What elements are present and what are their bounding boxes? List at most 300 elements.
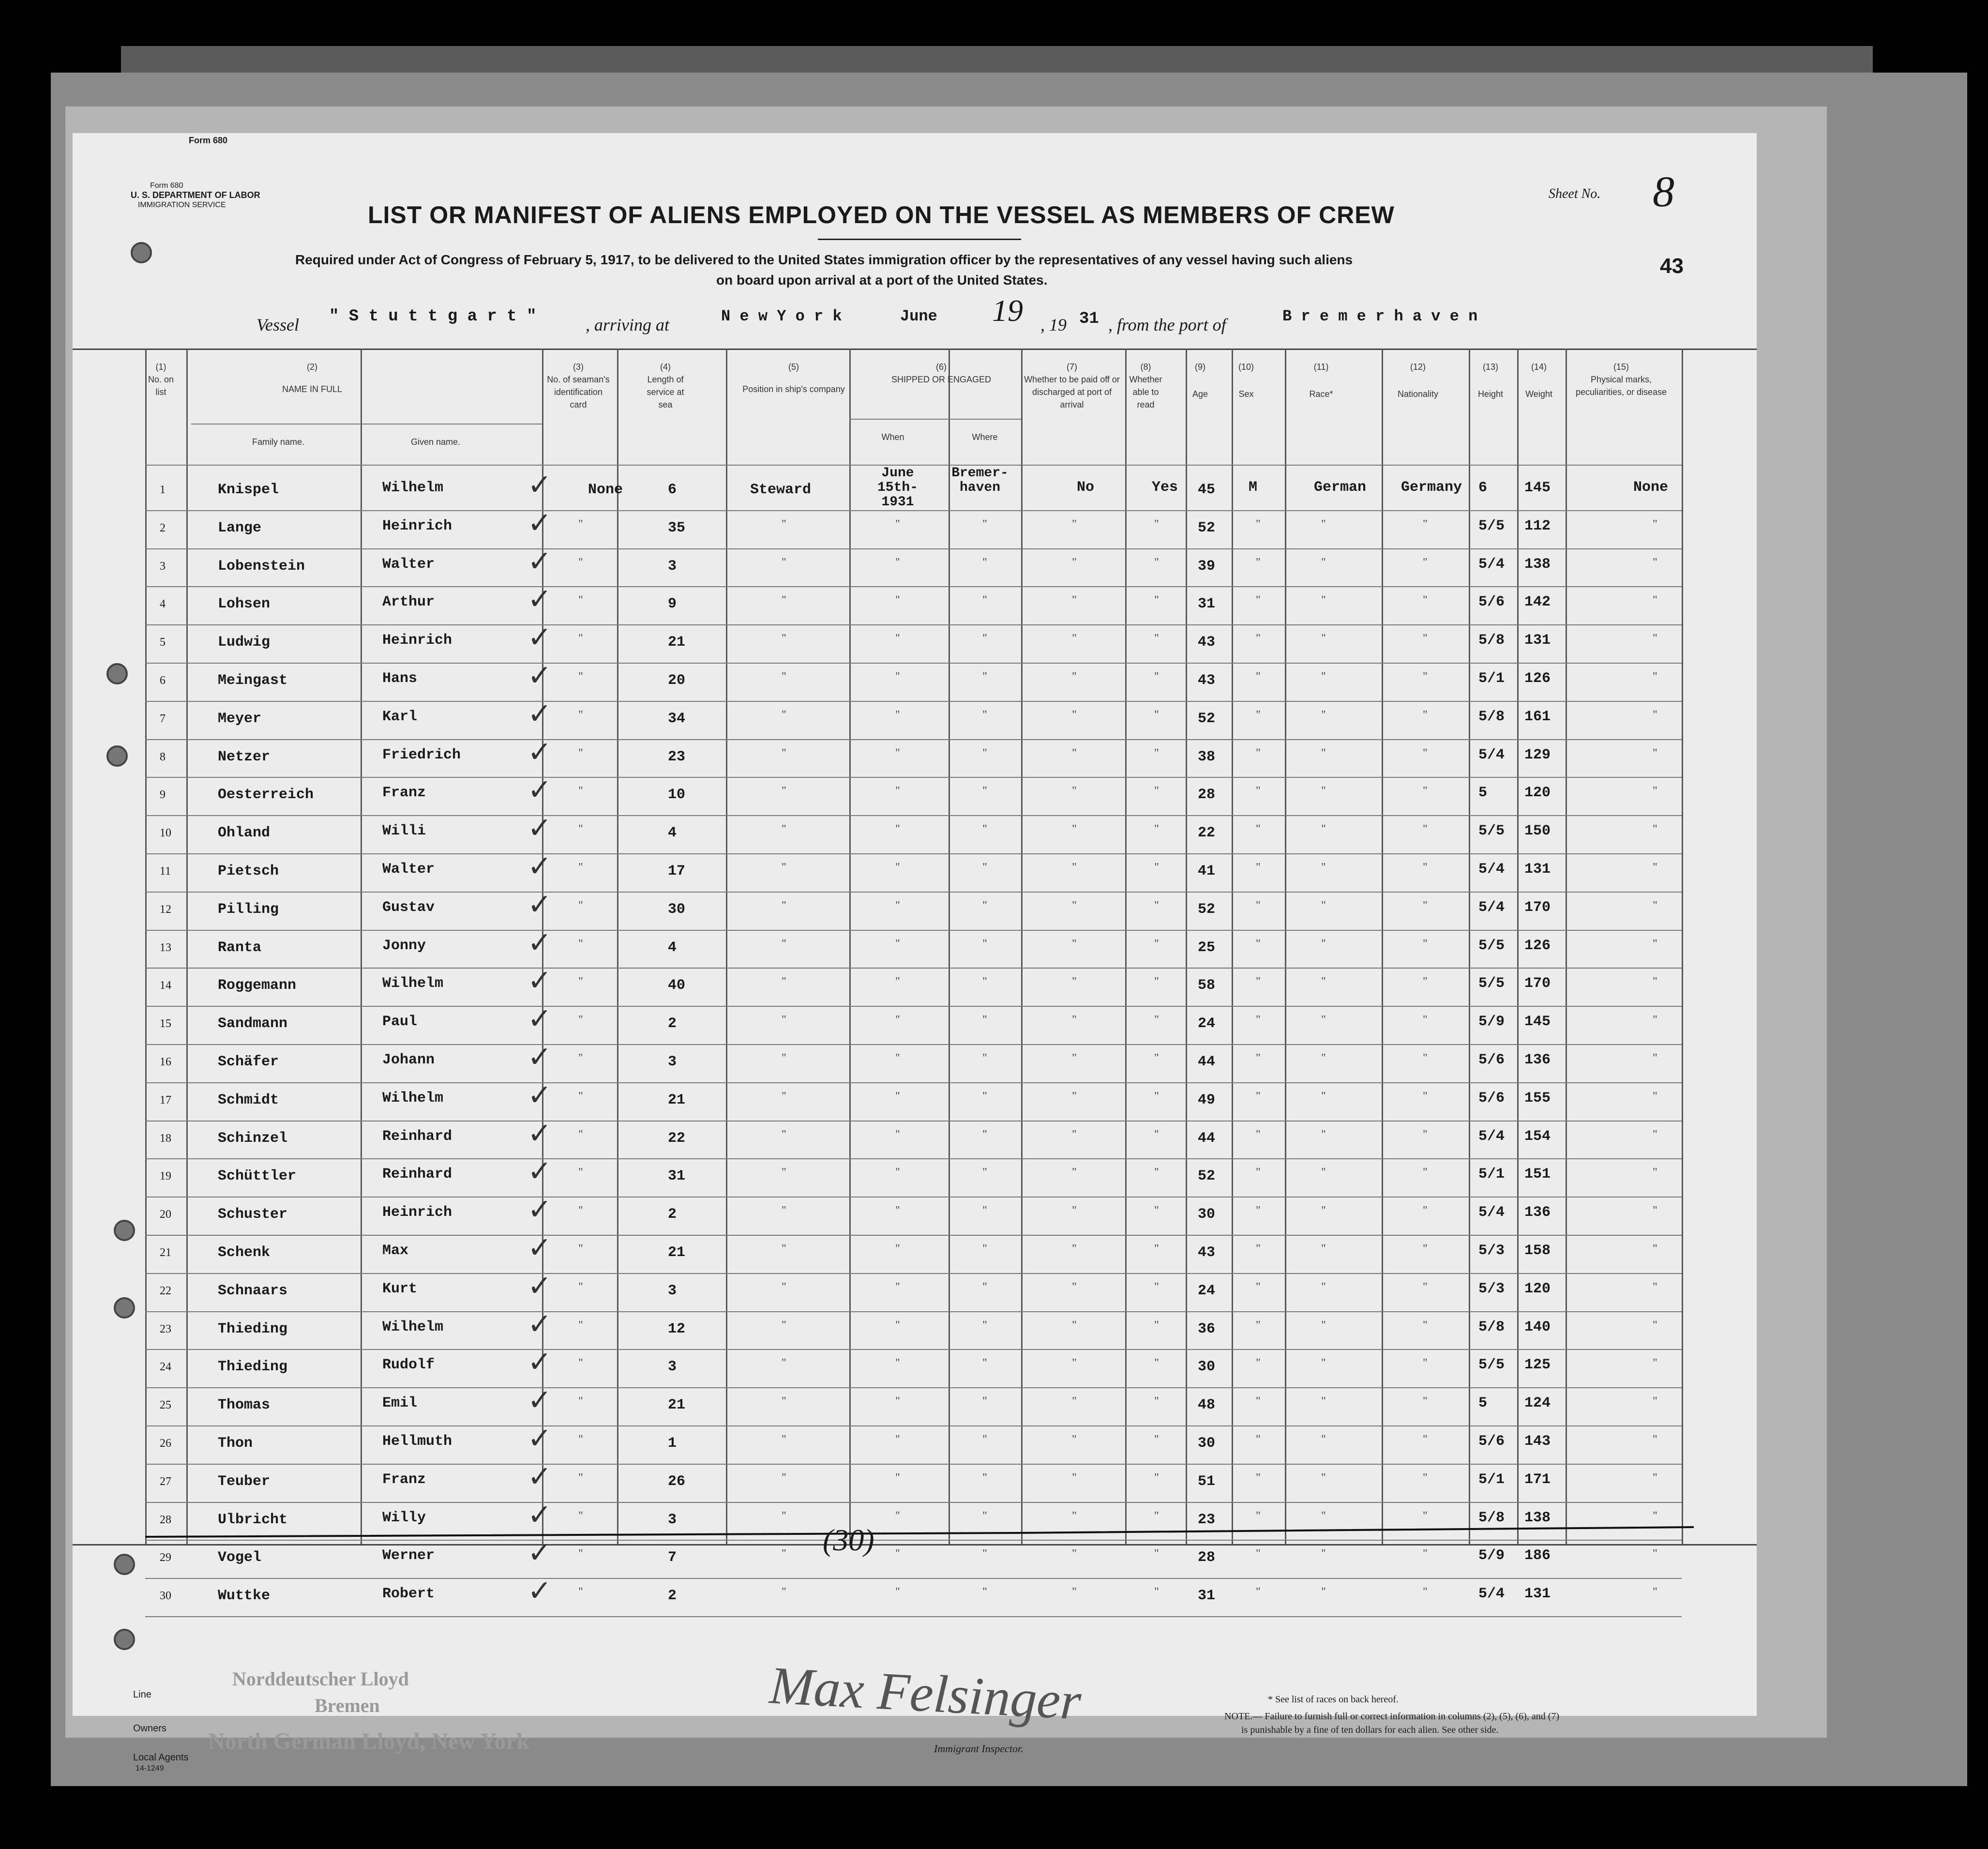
ditto-mark: " bbox=[895, 1433, 900, 1446]
ditto-mark: " bbox=[1653, 937, 1657, 950]
ditto-mark: " bbox=[782, 632, 786, 645]
ditto-mark: " bbox=[1256, 1204, 1261, 1217]
row-number: 15 bbox=[160, 1017, 171, 1031]
weight: 125 bbox=[1524, 1357, 1551, 1374]
age: 28 bbox=[1198, 1549, 1216, 1566]
ditto-mark: " bbox=[1072, 517, 1077, 530]
ditto-mark: " bbox=[578, 975, 583, 988]
ditto-mark: " bbox=[1256, 1471, 1261, 1484]
col-label: No. of seaman's identification card bbox=[547, 375, 610, 409]
ditto-mark: " bbox=[578, 1204, 583, 1217]
ditto-mark: " bbox=[782, 1547, 786, 1561]
checkmark: ✓ bbox=[527, 1078, 552, 1112]
ditto-mark: " bbox=[1256, 1319, 1261, 1332]
ditto-mark: " bbox=[782, 1166, 786, 1179]
ditto-mark: " bbox=[1154, 746, 1159, 759]
checkmark: ✓ bbox=[527, 811, 552, 846]
weight: 136 bbox=[1524, 1052, 1551, 1068]
ditto-mark: " bbox=[578, 1547, 583, 1561]
ditto-mark: " bbox=[782, 1586, 786, 1599]
total-line bbox=[145, 1522, 1694, 1551]
checkmark: ✓ bbox=[527, 773, 552, 807]
ditto-mark: " bbox=[1154, 1586, 1159, 1599]
given-name: Karl bbox=[382, 708, 418, 725]
ditto-mark: " bbox=[1653, 1280, 1657, 1293]
punch-hole bbox=[114, 1297, 135, 1319]
column-divider bbox=[1382, 349, 1383, 1544]
height: 5/3 bbox=[1478, 1243, 1505, 1259]
ditto-mark: " bbox=[1072, 632, 1077, 645]
ditto-mark: " bbox=[982, 1509, 987, 1522]
row-number: 22 bbox=[160, 1284, 171, 1297]
ditto-mark: " bbox=[982, 1128, 987, 1141]
ditto-mark: " bbox=[1154, 670, 1159, 683]
col-label: Sex bbox=[1238, 389, 1254, 399]
ditto-mark: " bbox=[982, 556, 987, 569]
service-length: 2 bbox=[668, 1588, 677, 1605]
col-10-header bbox=[1232, 361, 1261, 400]
ditto-mark: " bbox=[578, 1471, 583, 1484]
age: 36 bbox=[1198, 1320, 1216, 1337]
table-top-border bbox=[73, 349, 1757, 350]
ditto-mark: " bbox=[1256, 975, 1261, 988]
service-name: IMMIGRATION SERVICE bbox=[138, 201, 226, 209]
service-length: 3 bbox=[668, 558, 677, 575]
ditto-mark: " bbox=[1154, 1395, 1159, 1408]
given-name: Willy bbox=[382, 1509, 426, 1526]
weight: 131 bbox=[1524, 632, 1551, 649]
col-1-header bbox=[143, 361, 179, 398]
height: 5/4 bbox=[1478, 1586, 1505, 1603]
ditto-mark: " bbox=[1154, 937, 1159, 950]
ditto-mark: " bbox=[578, 1586, 583, 1599]
ditto-mark: " bbox=[578, 937, 583, 950]
ditto-mark: " bbox=[1072, 1471, 1077, 1484]
row-rule bbox=[145, 1235, 1682, 1236]
family-name: Lohsen bbox=[218, 596, 271, 613]
ditto-mark: " bbox=[982, 746, 987, 759]
page-title: LIST OR MANIFEST OF ALIENS EMPLOYED ON THE VESSEL AS MEMBERS OF CREW bbox=[368, 201, 1395, 228]
family-name: Schinzel bbox=[218, 1130, 288, 1147]
subtitle-line-2: on board upon arrival at a port of the United States. bbox=[716, 273, 1048, 288]
ditto-mark: " bbox=[1321, 517, 1326, 530]
local-agents-label: Local Agents bbox=[133, 1752, 189, 1763]
title-rule bbox=[818, 239, 1021, 240]
ditto-mark: " bbox=[1423, 708, 1428, 721]
ditto-mark: " bbox=[1072, 1509, 1077, 1522]
col-label: Age bbox=[1192, 389, 1208, 399]
col-9-header bbox=[1186, 361, 1215, 400]
weight: 138 bbox=[1524, 1509, 1551, 1526]
ditto-mark: " bbox=[1154, 517, 1159, 530]
service-length: 21 bbox=[668, 1091, 686, 1108]
ditto-mark: " bbox=[982, 1471, 987, 1484]
col-num: (6) bbox=[936, 362, 947, 372]
ditto-mark: " bbox=[982, 1204, 987, 1217]
weight: 145 bbox=[1524, 480, 1551, 496]
ditto-mark: " bbox=[782, 1395, 786, 1408]
ditto-mark: " bbox=[1423, 670, 1428, 683]
age: 31 bbox=[1198, 596, 1216, 613]
ditto-mark: " bbox=[1321, 1204, 1326, 1217]
given-name: Friedrich bbox=[382, 746, 461, 763]
ditto-mark: " bbox=[895, 899, 900, 912]
ditto-mark: " bbox=[1423, 1128, 1428, 1141]
ditto-mark: " bbox=[1154, 1433, 1159, 1446]
row-number: 14 bbox=[160, 979, 171, 992]
row-number: 25 bbox=[160, 1399, 171, 1412]
fine-note-line-2: is punishable by a fine of ten dollars for each alien. See other side. bbox=[1241, 1725, 1499, 1735]
ditto-mark: " bbox=[578, 1433, 583, 1446]
ditto-mark: " bbox=[1072, 708, 1077, 721]
col-num: (15) bbox=[1613, 362, 1629, 372]
given-name: Reinhard bbox=[382, 1128, 452, 1145]
height: 5/8 bbox=[1478, 1509, 1505, 1526]
ditto-mark: " bbox=[1072, 1319, 1077, 1332]
inspector-label: Immigrant Inspector. bbox=[934, 1743, 1024, 1755]
age: 28 bbox=[1198, 787, 1216, 803]
height: 5/5 bbox=[1478, 517, 1505, 534]
ditto-mark: " bbox=[895, 1128, 900, 1141]
ditto-mark: " bbox=[782, 708, 786, 721]
ditto-mark: " bbox=[1072, 746, 1077, 759]
checkmark: ✓ bbox=[527, 925, 552, 960]
ditto-mark: " bbox=[1154, 1014, 1159, 1027]
ditto-mark: " bbox=[1653, 861, 1657, 874]
ditto-mark: " bbox=[1072, 1052, 1077, 1064]
col-12-header bbox=[1384, 361, 1452, 400]
given-name: Max bbox=[382, 1243, 409, 1259]
ditto-mark: " bbox=[1653, 1052, 1657, 1064]
service-length: 4 bbox=[668, 939, 677, 956]
given-name: Robert bbox=[382, 1586, 435, 1603]
ditto-mark: " bbox=[1321, 1052, 1326, 1064]
nationality-value: Germany bbox=[1401, 479, 1462, 496]
given-name: Paul bbox=[382, 1014, 418, 1031]
age: 24 bbox=[1198, 1282, 1216, 1299]
age: 52 bbox=[1198, 901, 1216, 918]
ditto-mark: " bbox=[1072, 1243, 1077, 1255]
age: 25 bbox=[1198, 939, 1216, 956]
column-divider bbox=[1566, 349, 1567, 1544]
row-number: 23 bbox=[160, 1322, 171, 1335]
height: 5/6 bbox=[1478, 594, 1505, 611]
row-rule bbox=[145, 968, 1682, 969]
ditto-mark: " bbox=[1154, 632, 1159, 645]
ditto-mark: " bbox=[782, 785, 786, 798]
ditto-mark: " bbox=[1423, 937, 1428, 950]
ditto-mark: " bbox=[1321, 861, 1326, 874]
ditto-mark: " bbox=[1423, 746, 1428, 759]
ditto-mark: " bbox=[895, 1471, 900, 1484]
service-length: 21 bbox=[668, 1397, 686, 1414]
ditto-mark: " bbox=[1653, 1586, 1657, 1599]
ditto-mark: " bbox=[1072, 670, 1077, 683]
column-divider bbox=[1469, 349, 1470, 1544]
height: 5 bbox=[1478, 1395, 1488, 1412]
col-num: (13) bbox=[1482, 362, 1498, 372]
ditto-mark: " bbox=[982, 1243, 987, 1255]
service-length: 34 bbox=[668, 710, 686, 727]
ditto-mark: " bbox=[1256, 1357, 1261, 1370]
sex-value: M bbox=[1249, 479, 1258, 496]
row-number: 3 bbox=[160, 560, 166, 573]
row-rule bbox=[145, 1425, 1682, 1426]
ditto-mark: " bbox=[1256, 1090, 1261, 1103]
given-name: Reinhard bbox=[382, 1166, 452, 1183]
height: 5/1 bbox=[1478, 1166, 1505, 1183]
height: 6 bbox=[1478, 480, 1488, 496]
col-2-header bbox=[191, 361, 433, 395]
given-name: Arthur bbox=[382, 594, 435, 611]
age: 45 bbox=[1198, 482, 1216, 498]
column-divider bbox=[145, 349, 147, 1544]
service-length: 7 bbox=[668, 1549, 677, 1566]
given-name: Wilhelm bbox=[382, 1090, 444, 1106]
family-name: Lobenstein bbox=[218, 558, 305, 575]
column-divider bbox=[1285, 349, 1286, 1544]
height: 5/4 bbox=[1478, 746, 1505, 763]
year-suffix: 31 bbox=[1079, 310, 1099, 328]
col-4-header bbox=[641, 361, 690, 411]
ditto-mark: " bbox=[578, 594, 583, 607]
age: 39 bbox=[1198, 558, 1216, 575]
vessel-label: Vessel bbox=[256, 315, 299, 334]
ditto-mark: " bbox=[1321, 1357, 1326, 1370]
checkmark: ✓ bbox=[527, 582, 552, 617]
ditto-mark: " bbox=[1072, 1128, 1077, 1141]
weight: 151 bbox=[1524, 1166, 1551, 1183]
weight: 131 bbox=[1524, 861, 1551, 878]
row-rule bbox=[145, 1273, 1682, 1274]
checkmark: ✓ bbox=[527, 1459, 552, 1494]
checkmark: ✓ bbox=[527, 621, 552, 655]
checkmark: ✓ bbox=[527, 1345, 552, 1379]
ditto-mark: " bbox=[1423, 632, 1428, 645]
arriving-label: , arriving at bbox=[586, 315, 670, 334]
row-rule bbox=[145, 1311, 1682, 1312]
ditto-mark: " bbox=[1256, 1166, 1261, 1179]
column-divider bbox=[726, 349, 727, 1544]
family-name: Lange bbox=[218, 519, 262, 536]
service-length: 2 bbox=[668, 1206, 677, 1223]
checkmark: ✓ bbox=[527, 1307, 552, 1341]
col-label: Nationality bbox=[1397, 389, 1439, 399]
row-number: 29 bbox=[160, 1551, 171, 1564]
age: 58 bbox=[1198, 977, 1216, 994]
service-length: 35 bbox=[668, 519, 686, 536]
ditto-mark: " bbox=[895, 1319, 900, 1332]
ditto-mark: " bbox=[1154, 556, 1159, 569]
arrival-port: N e w Y o r k bbox=[721, 307, 842, 325]
when-header: When bbox=[881, 432, 904, 442]
ditto-mark: " bbox=[782, 899, 786, 912]
col-label: No. on list bbox=[148, 375, 174, 397]
row-number: 28 bbox=[160, 1513, 171, 1526]
ditto-mark: " bbox=[895, 785, 900, 798]
ditto-mark: " bbox=[1653, 1014, 1657, 1027]
given-name: Franz bbox=[382, 785, 426, 802]
sheet-label: Sheet No. bbox=[1549, 186, 1601, 201]
column-divider bbox=[361, 349, 362, 1544]
ditto-mark: " bbox=[895, 1509, 900, 1522]
given-name: Wilhelm bbox=[382, 1319, 444, 1335]
ditto-mark: " bbox=[982, 1357, 987, 1370]
ditto-mark: " bbox=[982, 517, 987, 530]
given-name: Wilhelm bbox=[382, 480, 444, 496]
punch-hole bbox=[131, 242, 152, 263]
given-name: Heinrich bbox=[382, 632, 452, 649]
ditto-mark: " bbox=[1154, 1090, 1159, 1103]
service-length: 3 bbox=[668, 1359, 677, 1376]
given-name: Rudolf bbox=[382, 1357, 435, 1374]
ditto-mark: " bbox=[1256, 517, 1261, 530]
ditto-mark: " bbox=[982, 1395, 987, 1408]
ditto-mark: " bbox=[1321, 1433, 1326, 1446]
family-name: Schuster bbox=[218, 1206, 288, 1223]
weight: 155 bbox=[1524, 1090, 1551, 1106]
agent-code: 14-1249 bbox=[136, 1764, 164, 1773]
row-rule bbox=[145, 624, 1682, 625]
ditto-mark: " bbox=[1072, 899, 1077, 912]
family-name: Ranta bbox=[218, 939, 262, 956]
ditto-mark: " bbox=[578, 823, 583, 836]
row-number: 4 bbox=[160, 598, 166, 611]
ditto-mark: " bbox=[1653, 899, 1657, 912]
ditto-mark: " bbox=[1072, 556, 1077, 569]
ditto-mark: " bbox=[1256, 861, 1261, 874]
weight: 140 bbox=[1524, 1319, 1551, 1335]
height: 5/1 bbox=[1478, 670, 1505, 687]
family-name: Wuttke bbox=[218, 1588, 271, 1605]
ditto-mark: " bbox=[1154, 1357, 1159, 1370]
row-rule bbox=[145, 663, 1682, 664]
ditto-mark: " bbox=[1154, 1243, 1159, 1255]
ditto-mark: " bbox=[1653, 746, 1657, 759]
height: 5/4 bbox=[1478, 861, 1505, 878]
ditto-mark: " bbox=[895, 823, 900, 836]
ditto-mark: " bbox=[782, 1357, 786, 1370]
form-number: Form 680 bbox=[189, 136, 228, 145]
column-divider bbox=[1021, 349, 1023, 1544]
checkmark: ✓ bbox=[527, 1498, 552, 1532]
ditto-mark: " bbox=[982, 1586, 987, 1599]
ditto-mark: " bbox=[1321, 1319, 1326, 1332]
given-name: Heinrich bbox=[382, 1204, 452, 1221]
ditto-mark: " bbox=[1256, 823, 1261, 836]
checkmark: ✓ bbox=[527, 468, 552, 502]
row-number: 7 bbox=[160, 712, 166, 725]
subtitle-line-1: Required under Act of Congress of February 5, 1917, to be delivered to the United States immigration officer by the representatives of any vessel having such aliens bbox=[295, 252, 1353, 267]
ditto-mark: " bbox=[1154, 1471, 1159, 1484]
department-name: U. S. DEPARTMENT OF LABOR bbox=[131, 190, 260, 200]
ditto-mark: " bbox=[982, 1433, 987, 1446]
weight: 154 bbox=[1524, 1128, 1551, 1145]
ditto-mark: " bbox=[895, 708, 900, 721]
punch-hole bbox=[114, 1220, 135, 1241]
family-name: Vogel bbox=[218, 1549, 262, 1566]
family-name: Thon bbox=[218, 1435, 253, 1452]
ditto-mark: " bbox=[1256, 1433, 1261, 1446]
ditto-mark: " bbox=[1154, 975, 1159, 988]
ditto-mark: " bbox=[895, 1243, 900, 1255]
page-number: 43 bbox=[1660, 254, 1684, 278]
ditto-mark: " bbox=[1653, 517, 1657, 530]
height: 5/4 bbox=[1478, 1204, 1505, 1221]
from-port: B r e m e r h a v e n bbox=[1282, 307, 1478, 325]
ditto-mark: " bbox=[1423, 1547, 1428, 1561]
row-rule bbox=[145, 1349, 1682, 1350]
ditto-mark: " bbox=[578, 1128, 583, 1141]
height: 5/5 bbox=[1478, 823, 1505, 840]
checkmark: ✓ bbox=[527, 1040, 552, 1074]
ditto-mark: " bbox=[1256, 594, 1261, 607]
given-name: Gustav bbox=[382, 899, 435, 916]
ditto-mark: " bbox=[1423, 1395, 1428, 1408]
ditto-mark: " bbox=[1072, 1014, 1077, 1027]
ditto-mark: " bbox=[982, 861, 987, 874]
ditto-mark: " bbox=[1423, 975, 1428, 988]
ditto-mark: " bbox=[1072, 1395, 1077, 1408]
column-divider bbox=[1232, 349, 1233, 1544]
service-length: 26 bbox=[668, 1473, 686, 1490]
family-name: Ulbricht bbox=[218, 1511, 288, 1528]
row-number: 24 bbox=[160, 1361, 171, 1374]
ditto-mark: " bbox=[1072, 823, 1077, 836]
ditto-mark: " bbox=[895, 1280, 900, 1293]
ditto-mark: " bbox=[1423, 899, 1428, 912]
row-rule bbox=[145, 701, 1682, 702]
ditto-mark: " bbox=[782, 1319, 786, 1332]
ditto-mark: " bbox=[1653, 1395, 1657, 1408]
ditto-mark: " bbox=[1256, 1052, 1261, 1064]
service-length: 22 bbox=[668, 1130, 686, 1147]
ditto-mark: " bbox=[1072, 937, 1077, 950]
ditto-mark: " bbox=[1423, 1090, 1428, 1103]
service-length: 10 bbox=[668, 787, 686, 803]
row-number: 10 bbox=[160, 827, 171, 840]
ditto-mark: " bbox=[782, 1433, 786, 1446]
ditto-mark: " bbox=[1321, 1586, 1326, 1599]
family-name: Schäfer bbox=[218, 1054, 279, 1070]
ditto-mark: " bbox=[1154, 1052, 1159, 1064]
height: 5/1 bbox=[1478, 1471, 1505, 1488]
col-label: Weight bbox=[1525, 389, 1552, 399]
family-name: Pietsch bbox=[218, 863, 279, 879]
ditto-mark: " bbox=[782, 975, 786, 988]
ditto-mark: " bbox=[1321, 1280, 1326, 1293]
weight: 171 bbox=[1524, 1471, 1551, 1488]
ditto-mark: " bbox=[1154, 1166, 1159, 1179]
ditto-mark: " bbox=[895, 746, 900, 759]
col-label: Position in ship's company bbox=[742, 384, 845, 394]
col-num: (11) bbox=[1313, 362, 1329, 372]
ditto-mark: " bbox=[895, 1357, 900, 1370]
column-divider bbox=[1682, 349, 1683, 1544]
ditto-mark: " bbox=[1423, 594, 1428, 607]
service-length: 40 bbox=[668, 977, 686, 994]
service-length: 17 bbox=[668, 863, 686, 879]
ditto-mark: " bbox=[578, 861, 583, 874]
ditto-mark: " bbox=[1423, 517, 1428, 530]
family-name: Ludwig bbox=[218, 634, 271, 651]
ditto-mark: " bbox=[1072, 1166, 1077, 1179]
ditto-mark: " bbox=[1423, 1357, 1428, 1370]
col-num: (3) bbox=[573, 362, 584, 372]
given-name: Kurt bbox=[382, 1280, 418, 1297]
punch-hole bbox=[106, 745, 128, 767]
ditto-mark: " bbox=[895, 517, 900, 530]
